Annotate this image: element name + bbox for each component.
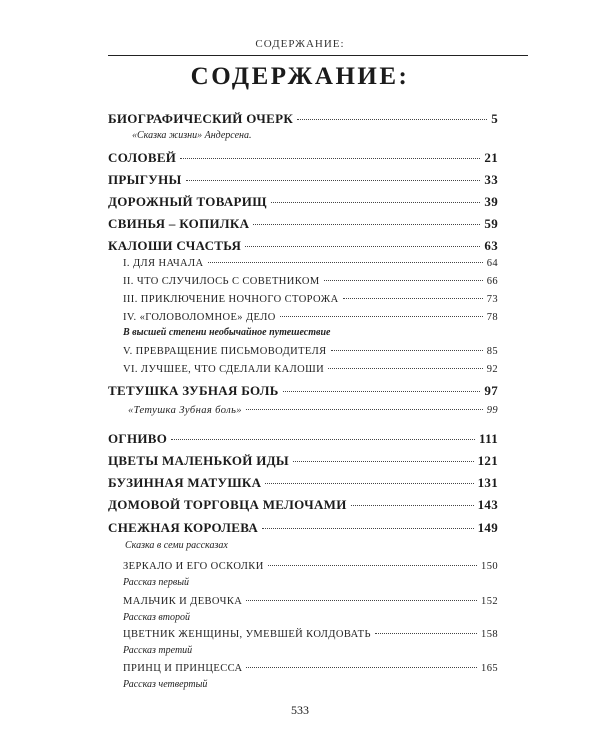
toc-subentry: V. ПРЕВРАЩЕНИЕ ПИСЬМОВОДИТЕЛЯ 85 [123, 346, 498, 357]
toc-subentry: «Тетушка Зубная боль» 99 [128, 405, 498, 416]
toc-subentry: ЗЕРКАЛО И ЕГО ОСКОЛКИ 150 [123, 561, 498, 572]
page-title: СОДЕРЖАНИЕ: [190, 63, 410, 90]
toc-entry: КАЛОШИ СЧАСТЬЯ 63 [108, 238, 498, 253]
toc-note: Рассказ четвертый [123, 679, 208, 690]
toc-note: Рассказ третий [123, 645, 193, 656]
toc-entry: ПРЫГУНЫ 33 [108, 172, 498, 187]
toc-entry: БИОГРАФИЧЕСКИЙ ОЧЕРК 5 [108, 111, 498, 126]
toc-subentry: ПРИНЦ И ПРИНЦЕССА 165 [123, 663, 498, 674]
toc-note: Рассказ второй [123, 612, 190, 623]
page-number: 533 [291, 703, 309, 717]
toc-subentry: I. ДЛЯ НАЧАЛА 64 [123, 258, 498, 269]
toc-subentry: III. ПРИКЛЮЧЕНИЕ НОЧНОГО СТОРОЖА 73 [123, 294, 498, 305]
toc-entry: СНЕЖНАЯ КОРОЛЕВА 149 [108, 520, 498, 535]
toc-note: Рассказ первый [123, 577, 189, 588]
toc-subentry: ЦВЕТНИК ЖЕНЩИНЫ, УМЕВШЕЙ КОЛДОВАТЬ 158 [123, 629, 498, 640]
header-rule [108, 55, 528, 56]
toc-entry: БУЗИННАЯ МАТУШКА 131 [108, 475, 498, 490]
toc-subentry: МАЛЬЧИК И ДЕВОЧКА 152 [123, 596, 498, 607]
running-head: СОДЕРЖАНИЕ: [255, 38, 345, 50]
toc-subentry: VI. ЛУЧШЕЕ, ЧТО СДЕЛАЛИ КАЛОШИ 92 [123, 364, 498, 375]
toc-note: «Сказка жизни» Андерсена. [132, 130, 252, 141]
toc-entry: ДОМОВОЙ ТОРГОВЦА МЕЛОЧАМИ 143 [108, 497, 498, 512]
toc-entry: ЦВЕТЫ МАЛЕНЬКОЙ ИДЫ 121 [108, 453, 498, 468]
toc-note: В высшей степени необычайное путешествие [123, 327, 331, 338]
toc-entry: ТЕТУШКА ЗУБНАЯ БОЛЬ 97 [108, 383, 498, 398]
toc-subentry: IV. «ГОЛОВОЛОМНОЕ» ДЕЛО 78 [123, 312, 498, 323]
toc-entry: СВИНЬЯ – КОПИЛКА 59 [108, 216, 498, 231]
toc-entry: ДОРОЖНЫЙ ТОВАРИЩ 39 [108, 194, 498, 209]
toc-subentry: II. ЧТО СЛУЧИЛОСЬ С СОВЕТНИКОМ 66 [123, 276, 498, 287]
toc-note: Сказка в семи рассказах [125, 540, 228, 551]
toc-entry: СОЛОВЕЙ 21 [108, 150, 498, 165]
toc-entry: ОГНИВО 111 [108, 431, 498, 446]
